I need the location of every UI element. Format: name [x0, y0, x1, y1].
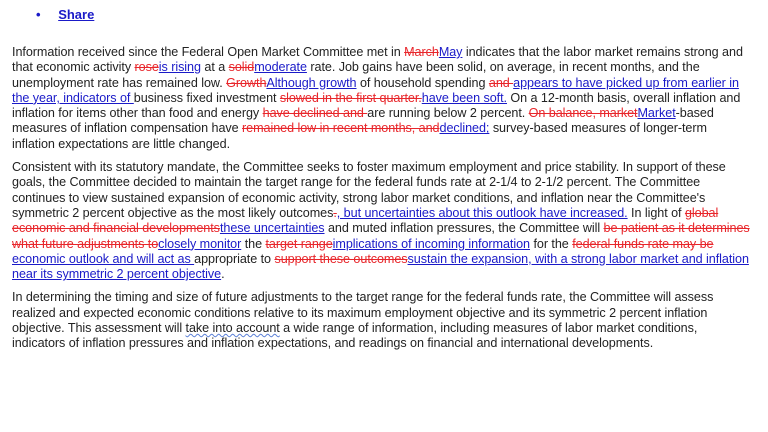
text-run: Information received since the Federal Open Market Committee met in — [12, 45, 405, 59]
deleted-text: Growth — [226, 75, 267, 90]
text-run: rate. Job gains have been solid, on average, in recent months, and the unemployment rate has remained low. — [12, 60, 700, 90]
deleted-text: . — [333, 205, 337, 220]
inserted-text: moderate — [254, 60, 307, 75]
inserted-text: closely monitor — [158, 236, 242, 251]
text-run: Consistent with its statutory mandate, the Committee seeks to foster maximum employment and price stability. In support of these goals, the Committee decided to maintain the target range for the federal funds rate at 2-1/4 to 2-1/2 percent. The Committee continues to view sustained expansion of economic activity, strong labor market conditions, and inflation near the Committee's symmetric 2 percent objective as the most likely outcomes — [12, 160, 726, 220]
text-run: at a — [200, 60, 229, 75]
inserted-text: appears to have picked up from earlier in the year, indicators of — [12, 75, 739, 105]
deleted-text: On balance, market — [528, 106, 638, 121]
spellcheck-flagged-text: take into account — [185, 321, 280, 336]
deleted-text: March — [404, 45, 439, 59]
deleted-text: global economic and financial developments — [12, 205, 719, 236]
deleted-text: rose — [134, 60, 159, 75]
text-run: -based measures of inflation compensation have — [12, 106, 714, 136]
inserted-text: declined; — [439, 121, 490, 136]
text-run: survey-based measures of longer-term inflation expectations are little changed. — [12, 121, 707, 151]
text-run: a wide range of information, including measures of labor market conditions, indicators of inflation pressures and inflation expectations, and readings on financial and international developments. — [12, 321, 698, 351]
text-run: . — [221, 267, 225, 282]
inserted-text: these uncertainties — [219, 221, 325, 236]
deleted-text: support these outcomes — [274, 251, 408, 266]
deleted-text: remained low in recent months, and — [242, 121, 440, 136]
deleted-text: slowed in the first quarter. — [279, 90, 422, 105]
deleted-text: solid — [228, 60, 255, 75]
text-run: for the — [530, 236, 573, 251]
inserted-text: Although growth — [266, 75, 357, 90]
text-run: the — [241, 236, 266, 251]
deleted-text: target range — [265, 236, 333, 251]
inserted-text: implications of incoming information — [332, 236, 531, 251]
inserted-text: is rising — [158, 60, 201, 75]
deleted-text: have declined and — [262, 106, 368, 121]
text-run: indicates that the labor market remains strong and that economic activity — [12, 45, 743, 75]
paragraph-1 — [12, 45, 752, 152]
text-run: and muted inflation pressures, the Committee will — [324, 221, 604, 236]
text-run: appropriate to — [194, 251, 275, 266]
text-run: In light of — [627, 205, 685, 220]
inserted-text: May — [438, 45, 463, 59]
inserted-text: Market — [637, 106, 676, 121]
inserted-text: sustain the expansion, with a strong labor market and inflation near its symmetric 2 percent objective — [12, 251, 749, 282]
inserted-text: , but uncertainties about this outlook have increased. — [336, 205, 628, 220]
deleted-text: and — [488, 75, 514, 90]
text-run: are running below 2 percent. — [367, 106, 529, 121]
statement-body — [12, 45, 752, 352]
paragraph-2 — [12, 160, 752, 282]
share-link[interactable]: Share — [58, 7, 95, 22]
inserted-text: have been soft. — [421, 90, 507, 105]
text-run: business fixed investment — [133, 90, 280, 105]
deleted-text: federal funds rate may be — [572, 236, 714, 251]
text-run: In determining the timing and size of future adjustments to the target range for the federal funds rate, the Committee will assess realized and expected economic conditions relative to its maximum employment objective and its symmetric 2 percent inflation objective. This assessment will — [12, 290, 714, 336]
inserted-text: economic outlook and will act as — [12, 251, 195, 266]
bullet: • — [36, 7, 41, 22]
paragraph-3 — [12, 290, 752, 351]
share-row — [12, 6, 752, 28]
text-run: of household spending — [356, 75, 489, 90]
text-run: On a 12-month basis, overall inflation and inflation for items other than food and energy — [12, 90, 741, 121]
deleted-text: be patient as it determines what future adjustments to — [12, 221, 750, 251]
